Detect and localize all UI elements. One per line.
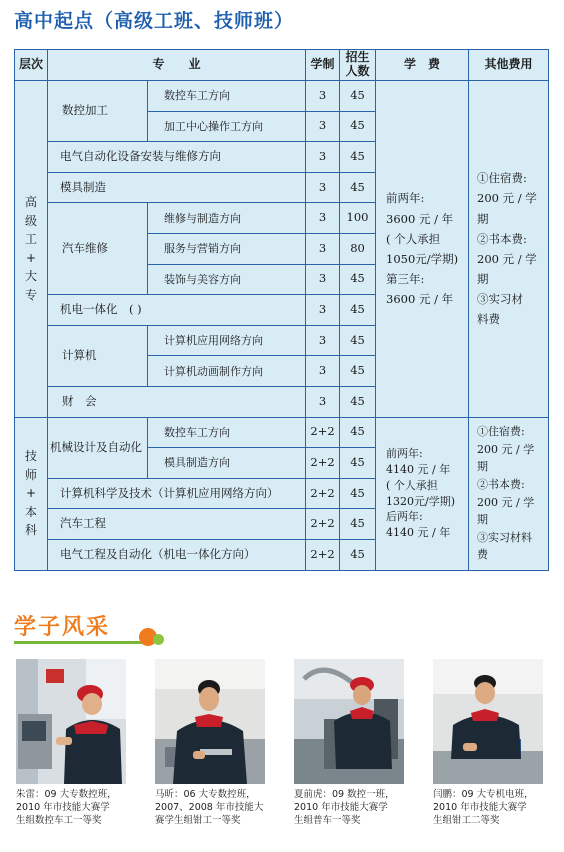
enroll-cell: 45: [340, 417, 376, 448]
other-fees-cell-technician: ①住宿费: 200 元 / 学 期 ②书本费: 200 元 / 学 期 ③实习材料 费: [469, 417, 549, 570]
header-other: 其他费用: [469, 50, 549, 81]
student-caption-1: 朱雷：09 大专数控班， 2010 年市技能大赛学 生组数控车工一等奖: [16, 789, 117, 827]
system-cell: 3: [306, 172, 340, 203]
major-cell: 计算机: [48, 325, 148, 386]
header-level: 层次: [15, 50, 48, 81]
enroll-cell: 45: [340, 325, 376, 356]
enroll-cell: 45: [340, 111, 376, 142]
level-cell-technician: 技 师 + 本 科: [15, 417, 48, 570]
system-cell: 3: [306, 111, 340, 142]
heading-underline: [14, 641, 154, 644]
enroll-cell: 45: [340, 142, 376, 173]
enroll-cell: 45: [340, 478, 376, 509]
student-photo-1: [16, 659, 126, 784]
header-major: 专 业: [48, 50, 306, 81]
enroll-cell: 45: [340, 539, 376, 570]
system-cell: 3: [306, 142, 340, 173]
sub-direction-cell: 维修与制造方向: [148, 203, 306, 234]
enroll-cell: 45: [340, 172, 376, 203]
sub-direction-cell: 服务与营销方向: [148, 233, 306, 264]
student-caption-2: 马昕：06 大专数控班， 2007、2008 年市技能大 赛学生组钳工一等奖: [155, 789, 264, 827]
sub-direction-cell: 数控车工方向: [148, 81, 306, 112]
sub-direction-cell: 装饰与美容方向: [148, 264, 306, 295]
major-cell: 模具制造: [48, 172, 306, 203]
enroll-cell: 45: [340, 509, 376, 540]
student-caption-4: 闫鹏：09 大专机电班， 2010 年市技能大赛学 生组钳工二等奖: [433, 789, 534, 827]
sub-direction-cell: 加工中心操作工方向: [148, 111, 306, 142]
tuition-cell-technician: 前两年: 4140 元 / 年 ( 个人承担 1320元/学期) 后两年: 4140 元 / 年: [376, 417, 469, 570]
students-section-heading: [14, 610, 164, 648]
sub-direction-cell: 模具制造方向: [148, 448, 306, 479]
table-row: [15, 417, 549, 448]
enroll-cell: 45: [340, 386, 376, 417]
sub-direction-cell: 数控车工方向: [148, 417, 306, 448]
system-cell: 3: [306, 295, 340, 326]
enroll-cell: 100: [340, 203, 376, 234]
header-enroll: 招生人数: [340, 50, 376, 81]
major-cell: 电气自动化设备安装与维修方向: [48, 142, 306, 173]
header-tuition: 学 费: [376, 50, 469, 81]
page-title: 高中起点（高级工班、技师班）: [14, 10, 295, 32]
major-cell: 计算机科学及技术（计算机应用网络方向）: [48, 478, 306, 509]
fee-table: [14, 49, 549, 571]
enroll-cell: 45: [340, 81, 376, 112]
student-photo-3: [294, 659, 404, 784]
system-cell: 2+2: [306, 539, 340, 570]
student-photo-4: [433, 659, 543, 784]
table-row: [15, 81, 549, 112]
level-cell-advanced: 高 级 工 + 大 专: [15, 81, 48, 418]
header-system: 学制: [306, 50, 340, 81]
enroll-cell: 80: [340, 233, 376, 264]
table-header-row: [15, 50, 549, 81]
system-cell: 3: [306, 325, 340, 356]
major-cell: 机电一体化 ( ): [48, 295, 306, 326]
major-cell: 机械设计及自动化: [48, 417, 148, 478]
sub-direction-cell: 计算机应用网络方向: [148, 325, 306, 356]
system-cell: 3: [306, 233, 340, 264]
major-cell: 汽车维修: [48, 203, 148, 295]
enroll-cell: 45: [340, 448, 376, 479]
system-cell: 2+2: [306, 509, 340, 540]
major-cell: 汽车工程: [48, 509, 306, 540]
enroll-cell: 45: [340, 264, 376, 295]
major-cell: 财 会: [48, 386, 306, 417]
system-cell: 3: [306, 81, 340, 112]
sub-direction-cell: 计算机动画制作方向: [148, 356, 306, 387]
system-cell: 3: [306, 203, 340, 234]
system-cell: 3: [306, 264, 340, 295]
enroll-cell: 45: [340, 356, 376, 387]
system-cell: 3: [306, 356, 340, 387]
system-cell: 2+2: [306, 478, 340, 509]
enroll-cell: 45: [340, 295, 376, 326]
major-cell: 数控加工: [48, 81, 148, 142]
green-dot-decoration: [153, 634, 164, 645]
student-caption-3: 夏前虎：09 数控一班， 2010 年市技能大赛学 生组普车一等奖: [294, 789, 395, 827]
system-cell: 2+2: [306, 448, 340, 479]
system-cell: 2+2: [306, 417, 340, 448]
student-photo-2: [155, 659, 265, 784]
students-section-title: 学子风采: [14, 615, 111, 640]
tuition-cell-advanced: 前两年: 3600 元 / 年 ( 个人承担 1050元/学期) 第三年: 3600 元 / 年: [376, 81, 469, 418]
system-cell: 3: [306, 386, 340, 417]
major-cell: 电气工程及自动化（机电一体化方向）: [48, 539, 306, 570]
other-fees-cell-advanced: ①住宿费: 200 元 / 学 期 ②书本费: 200 元 / 学 期 ③实习材 料费: [469, 81, 549, 418]
